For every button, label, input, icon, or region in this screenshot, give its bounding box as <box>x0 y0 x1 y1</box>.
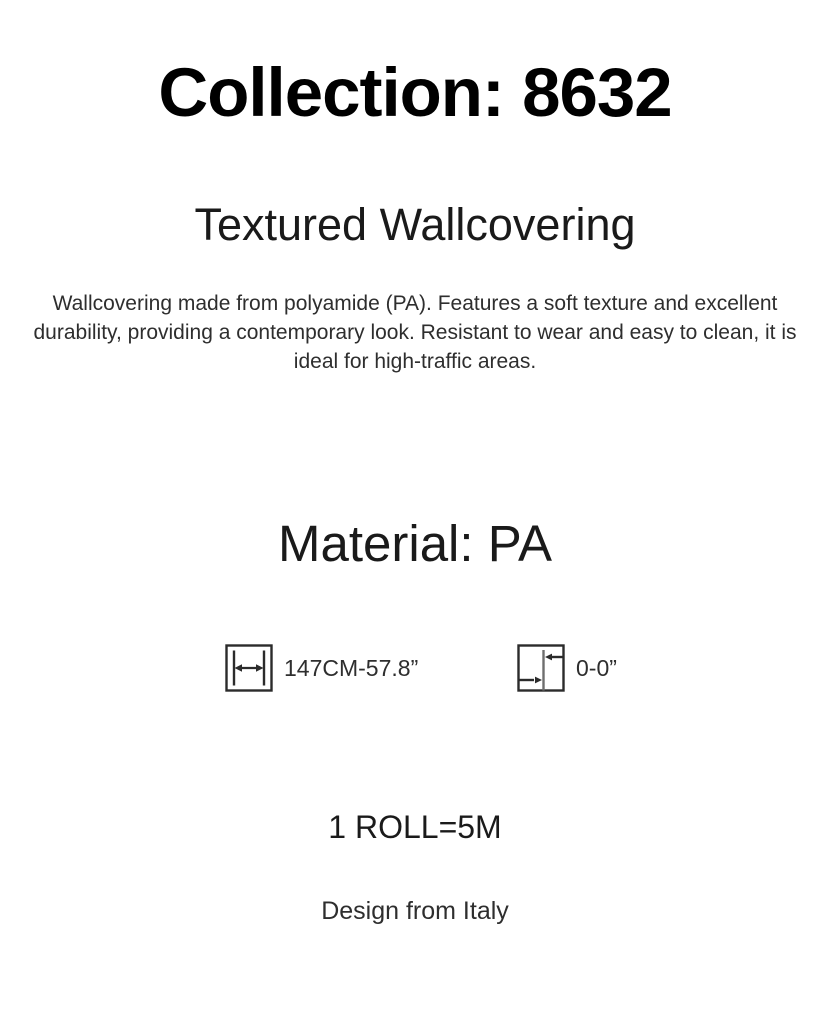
material-heading: Material: PA <box>278 515 552 572</box>
product-type-subtitle: Textured Wallcovering <box>194 199 636 250</box>
roll-width-icon <box>225 644 273 692</box>
pattern-repeat-label: 0-0” <box>576 654 617 681</box>
collection-title: Collection: 8632 <box>158 54 672 131</box>
origin-text: Design from Italy <box>321 897 509 925</box>
spec-pattern-repeat <box>517 644 617 692</box>
spec-roll-width <box>225 644 418 692</box>
specs-row <box>0 644 830 692</box>
product-description: Wallcovering made from polyamide (PA). Features a soft texture and excellent durability, providing a contemporary look. Resistant to wear and easy to clean, it is ideal for high-traffic areas. <box>33 292 797 373</box>
roll-width-label: 147CM-57.8” <box>284 654 419 681</box>
roll-length-text: 1 ROLL=5M <box>328 809 502 845</box>
pattern-repeat-icon <box>517 644 565 692</box>
